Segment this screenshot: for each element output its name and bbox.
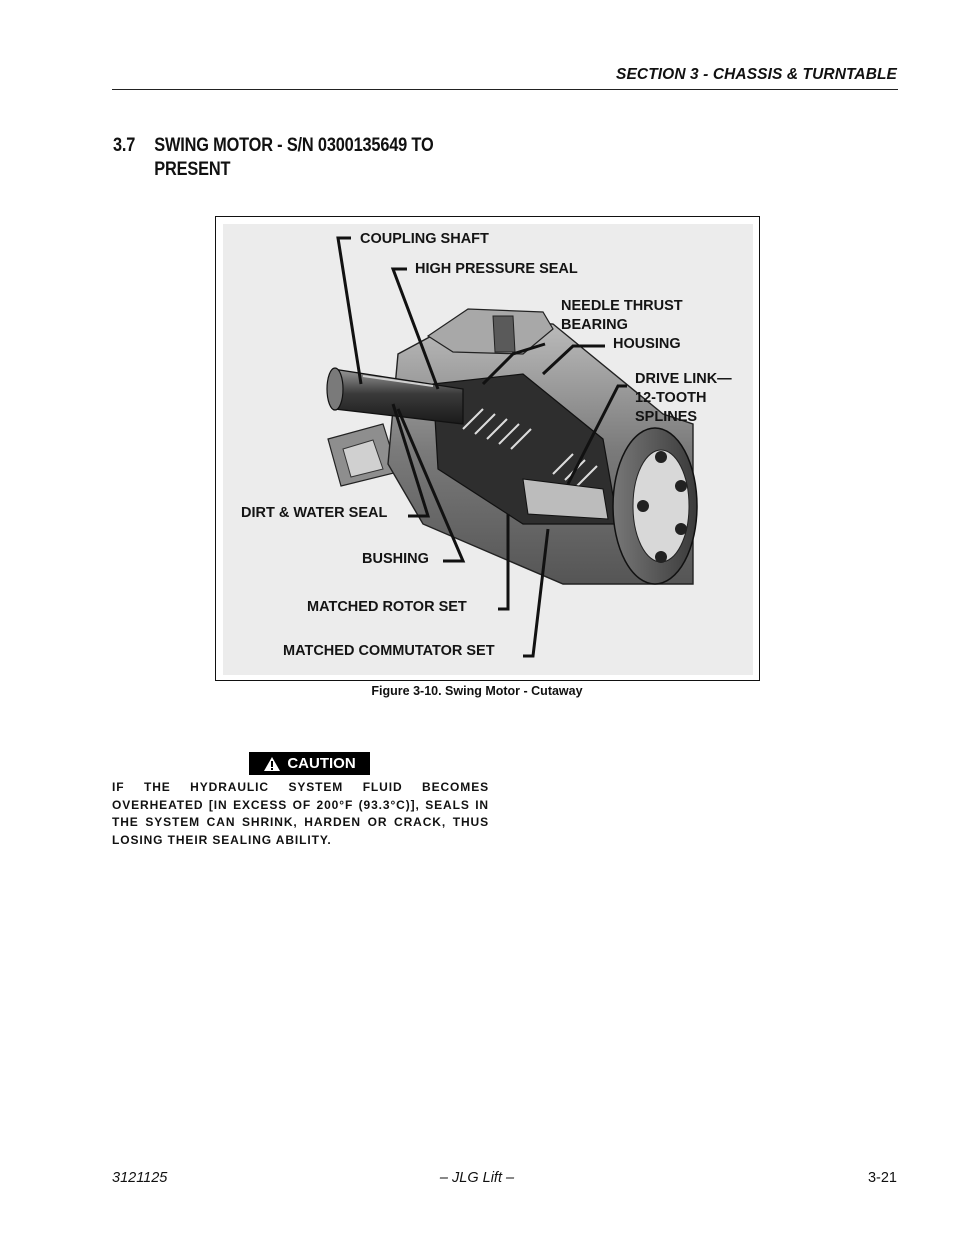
warning-triangle-icon <box>263 756 281 772</box>
section-header: SECTION 3 - CHASSIS & TURNTABLE <box>616 66 897 83</box>
callout-matched-rotor-set: MATCHED ROTOR SET <box>307 599 467 615</box>
caution-label: CAUTION <box>287 755 356 772</box>
callout-bushing: BUSHING <box>362 551 429 567</box>
callout-drive-link-3: SPLINES <box>635 409 698 425</box>
callout-drive-link-1: DRIVE LINK— <box>635 371 732 387</box>
callout-housing: HOUSING <box>613 336 681 352</box>
heading-line-1: SWING MOTOR - S/N 0300135649 TO <box>154 135 434 156</box>
callout-needle-thrust-bearing-2: BEARING <box>561 317 628 333</box>
caution-badge <box>249 752 370 775</box>
callout-needle-thrust-bearing-1: NEEDLE THRUST <box>561 298 683 314</box>
footer-page-number: 3-21 <box>867 1170 897 1186</box>
footer-center: – JLG Lift – <box>439 1170 515 1186</box>
figure-caption: Figure 3-10. Swing Motor - Cutaway <box>371 684 583 698</box>
cutaway-drawing <box>223 224 753 675</box>
header-rule <box>112 89 898 90</box>
callout-drive-link-2: 12-TOOTH <box>635 390 707 406</box>
callout-high-pressure-seal: HIGH PRESSURE SEAL <box>415 261 578 277</box>
callout-dirt-water-seal: DIRT & WATER SEAL <box>241 505 388 521</box>
heading-number: 3.7 <box>113 135 136 156</box>
caution-text: IF THE HYDRAULIC SYSTEM FLUID BECOMES OVERHEATED [IN EXCESS OF 200°F (93.3°C)], SEALS IN THE SYSTEM CAN SHRINK, HARDEN OR CRACK, THUS LOSING THEIR SEALING ABILITY. <box>112 780 489 847</box>
section-heading <box>113 134 433 182</box>
figure-frame <box>215 216 760 681</box>
heading-line-2: PRESENT <box>154 159 231 180</box>
callout-matched-commutator-set: MATCHED COMMUTATOR SET <box>283 643 495 659</box>
callout-coupling-shaft: COUPLING SHAFT <box>360 231 489 247</box>
footer-doc-number: 3121125 <box>112 1170 168 1186</box>
swing-motor-cutaway-illustration <box>223 224 753 675</box>
